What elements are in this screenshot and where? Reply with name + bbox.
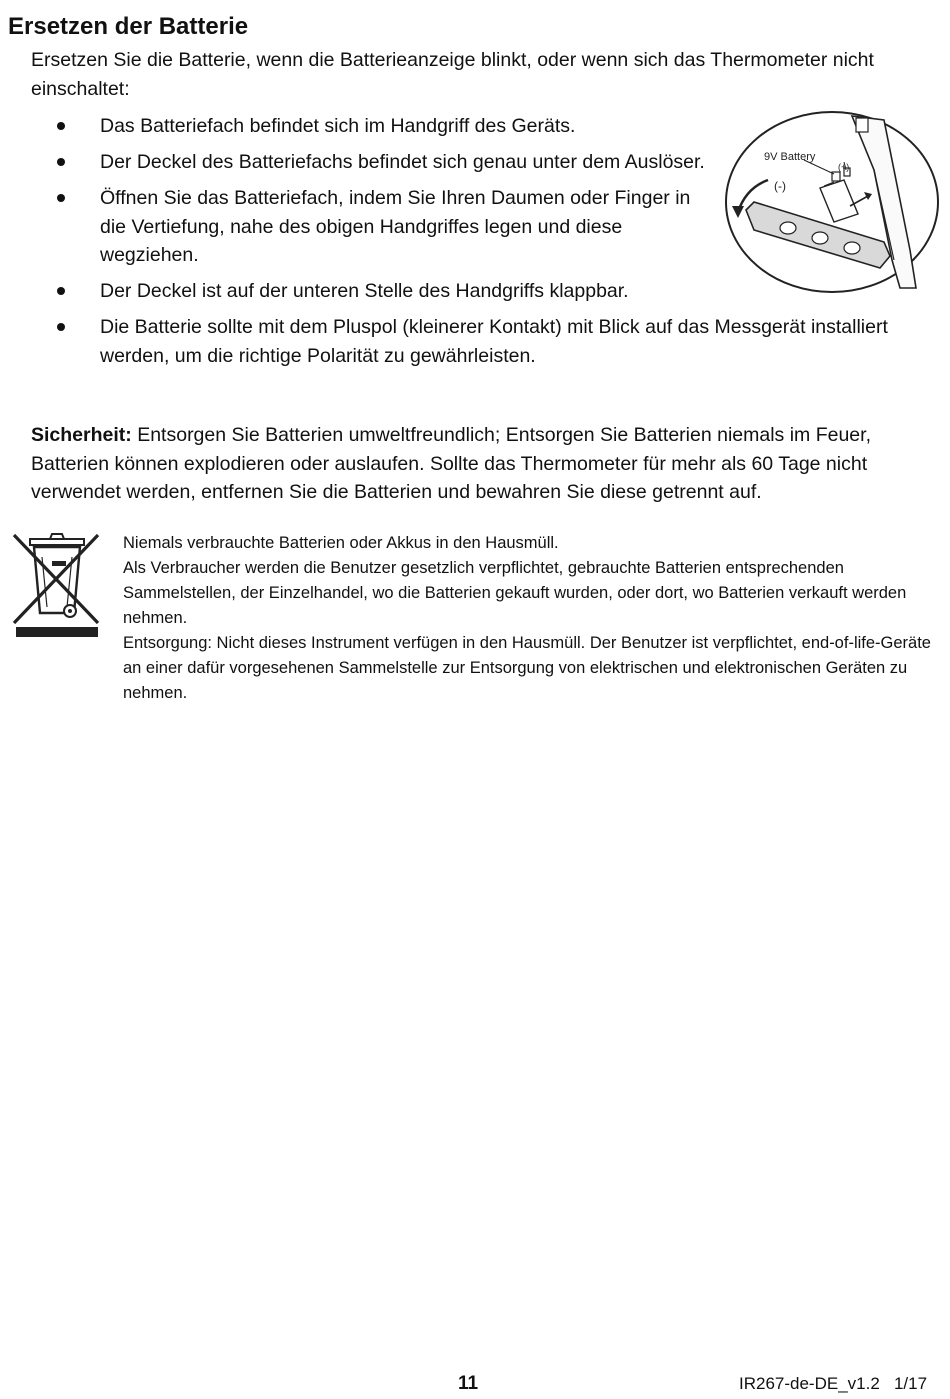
page-number: 11: [458, 1373, 479, 1394]
list-item-text: Öffnen Sie das Batteriefach, indem Sie Ihren Daumen oder Finger in die Vertiefung, nahe des obigen Handgriffes legen und diese wegziehen.: [100, 187, 691, 266]
crossed-out-wheelie-bin-icon: [10, 531, 104, 641]
list-item-text: Die Batterie sollte mit dem Pluspol (kleinerer Kontakt) mit Blick auf das Messgerät installiert werden, um die richtige Polarität zu gewährleisten.: [100, 316, 888, 367]
disposal-line: Niemals verbrauchte Batterien oder Akkus in den Hausmüll.: [123, 534, 559, 552]
document-id: IR267-de-DE_v1.2 1/17: [739, 1374, 928, 1393]
list-item: [0, 313, 900, 370]
bullet-icon: [57, 122, 65, 130]
plus-label: (+): [838, 162, 850, 172]
list-item-text: Der Deckel des Batteriefachs befindet sich genau unter dem Auslöser.: [100, 151, 705, 173]
disposal-line: Als Verbraucher werden die Benutzer gesetzlich verpflichtet, gebrauchte Batterien entsprechenden Sammelstellen, der Einzelhandel, wo die Batterien gekauft wurden, oder dort, wo Batterien verkauft werden nehmen.: [123, 559, 907, 627]
safety-label: Sicherheit:: [31, 424, 132, 446]
minus-label: (-): [774, 179, 786, 193]
safety-text: Entsorgen Sie Batterien umweltfreundlich; Entsorgen Sie Batterien niemals im Feuer, Batterien können explodieren oder auslaufen. Sollte das Thermometer für mehr als 60 Tage nicht verwendet werden, entfernen Sie die Batterien und bewahren Sie diese getrennt auf.: [31, 424, 871, 503]
bullet-icon: [57, 323, 65, 331]
section-heading: Ersetzen der Batterie: [8, 13, 249, 40]
list-item-text: Der Deckel ist auf der unteren Stelle des Handgriffs klappbar.: [100, 280, 629, 302]
safety-paragraph: [31, 421, 941, 507]
battery-label: 9V Battery: [764, 151, 816, 163]
disposal-line: Entsorgung: Nicht dieses Instrument verfügen in den Hausmüll. Der Benutzer ist verpflichtet, end-of-life-Geräte an einer dafür vorgesehenen Sammelstelle zur Entsorgung von elektrischen und elektronischen Geräten zu nehmen.: [123, 634, 931, 702]
battery-compartment-illustration: [724, 110, 940, 294]
bullet-icon: [57, 158, 65, 166]
list-item-text: Das Batteriefach befindet sich im Handgriff des Geräts.: [100, 115, 576, 137]
disposal-notice: [123, 531, 943, 706]
intro-paragraph: Ersetzen Sie die Batterie, wenn die Batterieanzeige blinkt, oder wenn sich das Thermometer nicht einschaltet:: [31, 49, 874, 100]
bullet-icon: [57, 287, 65, 295]
bullet-icon: [57, 194, 65, 202]
